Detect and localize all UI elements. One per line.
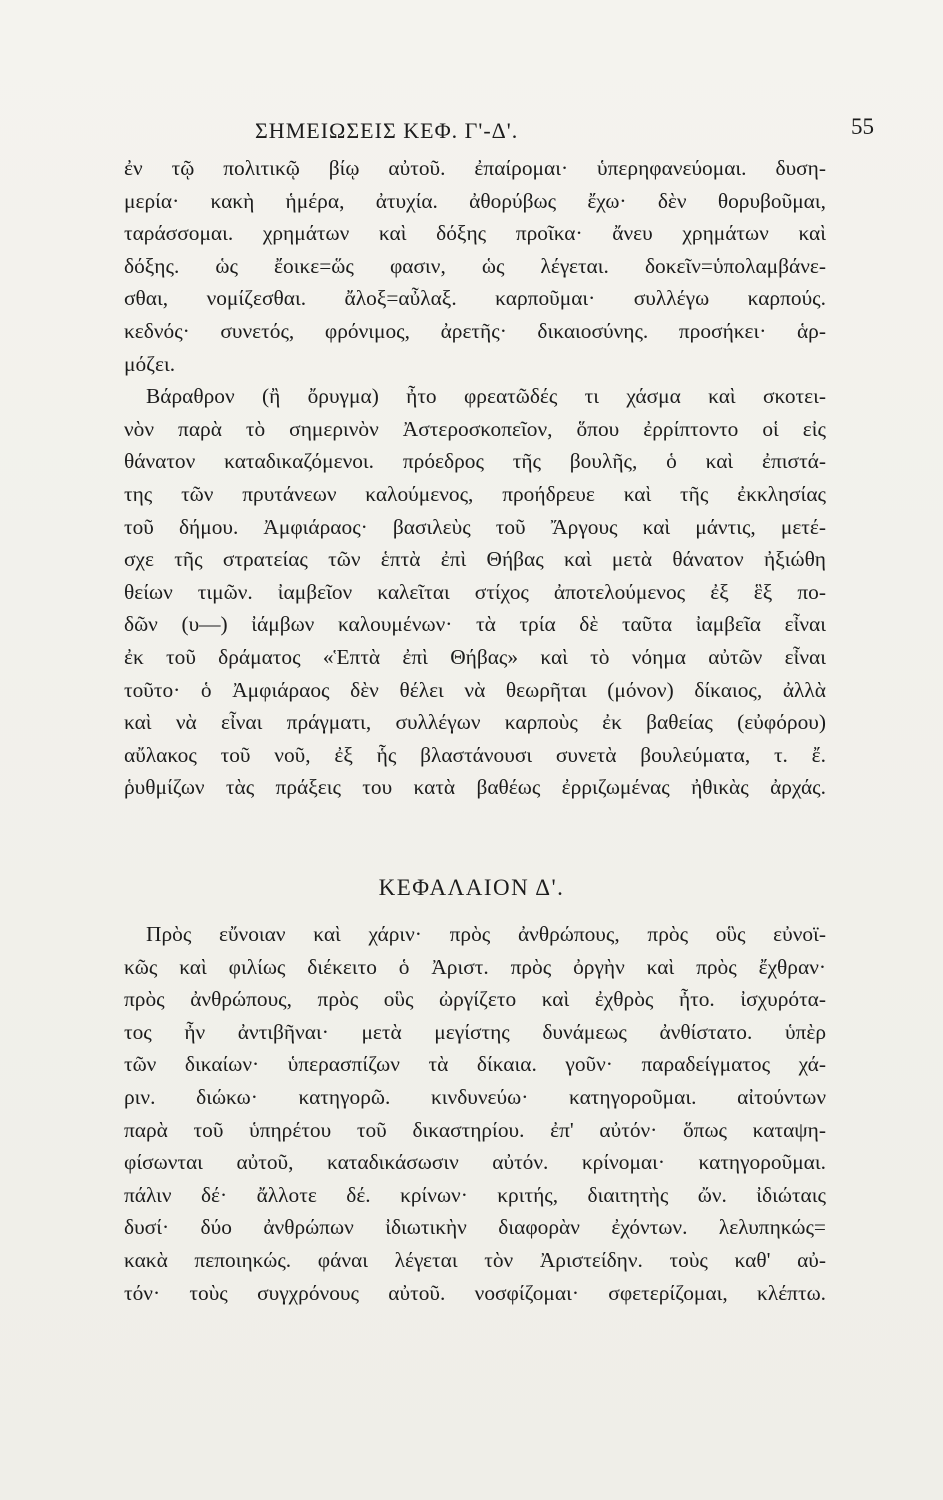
text-line: τος ἦν ἀντιβῆναι· μετὰ μεγίστης δυνάμεως ἀνθίστατο. ὑπὲρ	[124, 1019, 826, 1044]
notes-section-chapter-3	[124, 152, 826, 804]
text-line: δόξης. ὡς ἔοικε=ὥς φασιν, ὡς λέγεται. δοκεῖν=ὑπολαμβάνε-	[124, 253, 826, 278]
text-line: Βάραθρον (ἢ ὄρυγμα) ἦτο φρεατῶδές τι χάσμα καὶ σκοτει-	[146, 384, 826, 409]
text-line: ταράσσομαι. χρημάτων καὶ δόξης προῖκα· ἄνευ χρημάτων καὶ	[124, 221, 826, 246]
text-line: κεδνός· συνετός, φρόνιμος, ἀρετῆς· δικαιοσύνης. προσήκει· ἁρ-	[124, 318, 826, 343]
text-line: τῶν δικαίων· ὑπερασπίζων τὰ δίκαια. γοῦν· παραδείγματος χά-	[124, 1052, 826, 1077]
text-line: δῶν (υ—) ἰάμβων καλουμένων· τὰ τρία δὲ ταῦτα ἰαμβεῖα εἶναι	[124, 612, 826, 637]
text-line: σθαι, νομίζεσθαι. ἄλοξ=αὖλαξ. καρποῦμαι· συλλέγω καρπούς.	[124, 286, 826, 311]
text-line: ριν. διώκω· κατηγορῶ. κινδυνεύω· κατηγοροῦμαι. αἰτούντων	[124, 1084, 826, 1109]
text-line: θείων τιμῶν. ἰαμβεῖον καλεῖται στίχος ἀποτελούμενος ἐξ ἓξ πο-	[124, 579, 826, 604]
chapter-heading: ΚΕΦΑΛΑΙΟΝ Δ'.	[378, 875, 565, 900]
text-line: τοῦ δήμου. Ἀμφιάραος· βασιλεὺς τοῦ Ἄργους καὶ μάντις, μετέ-	[124, 514, 826, 539]
text-line: ἐν τῷ πολιτικῷ βίῳ αὐτοῦ. ἐπαίρομαι· ὑπερηφανεύομαι. δυση-	[124, 156, 826, 180]
text-line: κακὰ πεποιηκώς. φάναι λέγεται τὸν Ἀριστείδην. τοὺς καθ' αὐ-	[124, 1247, 826, 1272]
text-line: τόν· τοὺς συγχρόνους αὐτοῦ. νοσφίζομαι· σφετερίζομαι, κλέπτω.	[124, 1280, 826, 1305]
text-line: πρὸς ἀνθρώπους, πρὸς οὓς ὠργίζετο καὶ ἐχθρὸς ἦτο. ἰσχυρότα-	[124, 987, 826, 1012]
text-line: θάνατον καταδικαζόμενοι. πρόεδρος τῆς βουλῆς, ὁ καὶ ἐπιστά-	[124, 449, 826, 474]
text-line: πάλιν δέ· ἄλλοτε δέ. κρίνων· κριτής, διαιτητὴς ὤν. ἰδιώταις	[124, 1182, 826, 1207]
text-line: δυσί· δύο ἀνθρώπων ἰδιωτικὴν διαφορὰν ἐχόντων. λελυπηκώς=	[124, 1215, 826, 1240]
text-line: μόζει.	[124, 351, 176, 376]
text-line: φίσωνται αὐτοῦ, καταδικάσωσιν αὐτόν. κρίνομαι· κατηγοροῦμαι.	[124, 1150, 826, 1175]
text-line: Πρὸς εὔνοιαν καὶ χάριν· πρὸς ἀνθρώπους, πρὸς οὓς εὐνοϊ-	[146, 922, 826, 946]
page-number: 55	[851, 114, 874, 139]
text-line: σχε τῆς στρατείας τῶν ἑπτὰ ἐπὶ Θήβας καὶ μετὰ θάνατον ἠξιώθη	[124, 547, 826, 572]
text-line: νὸν παρὰ τὸ σημερινὸν Ἀστεροσκοπεῖον, ὅπου ἐρρίπτοντο οἱ εἰς	[124, 416, 826, 441]
text-line: αὔλακος τοῦ νοῦ, ἐξ ἧς βλαστάνουσι συνετὰ βουλεύματα, τ. ἔ.	[124, 742, 826, 767]
text-line: μερία· κακὴ ἡμέρα, ἀτυχία. ἀθορύβως ἔχω· δὲν θορυβοῦμαι,	[124, 188, 826, 213]
text-line: παρὰ τοῦ ὑπηρέτου τοῦ δικαστηρίου. ἐπ' αὐτόν· ὅπως καταψη-	[124, 1117, 826, 1142]
text-line: ἐκ τοῦ δράματος «Ἑπτὰ ἐπὶ Θήβας» καὶ τὸ νόημα αὐτῶν εἶναι	[124, 644, 826, 669]
text-line: κῶς καὶ φιλίως διέκειτο ὁ Ἀριστ. πρὸς ὀργὴν καὶ πρὸς ἔχθραν·	[124, 954, 826, 979]
running-title: ΣΗΜΕΙΩΣΕΙΣ ΚΕΦ. Γ'-Δ'.	[255, 118, 519, 143]
text-line: τοῦτο· ὁ Ἀμφιάραος δὲν θέλει νὰ θεωρῆται (μόνον) δίκαιος, ἀλλὰ	[124, 677, 826, 702]
text-line: της τῶν πρυτάνεων καλούμενος, προήδρευε καὶ τῆς ἐκκλησίας	[124, 481, 826, 506]
text-line: καὶ νὰ εἶναι πράγματι, συλλέγων καρποὺς ἐκ βαθείας (εὐφόρου)	[124, 710, 826, 735]
text-line: ῥυθμίζων τὰς πράξεις του κατὰ βαθέως ἐρριζωμένας ἠθικὰς ἀρχάς.	[124, 775, 826, 800]
notes-section-chapter-4	[124, 918, 826, 1309]
